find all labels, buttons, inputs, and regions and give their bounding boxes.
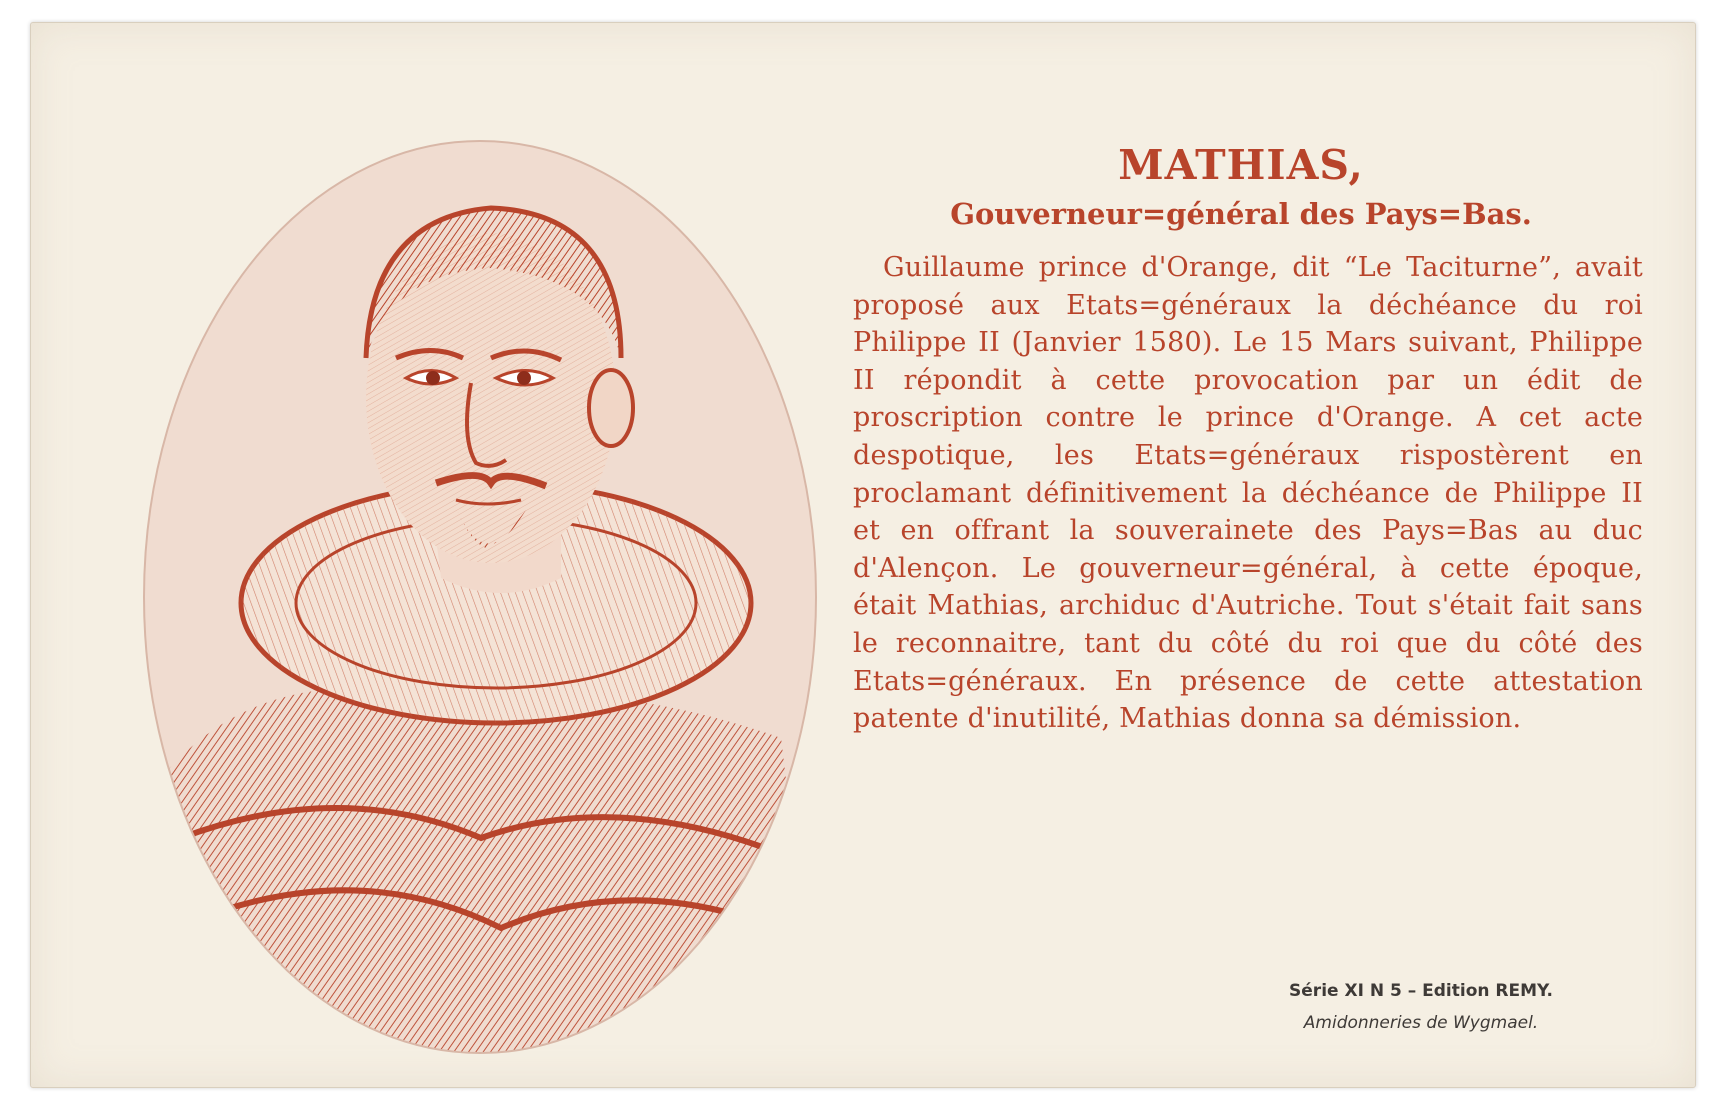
- biography-text: Guillaume prince d'Orange, dit “Le Taciturne”, avait proposé aux Etats=généraux la déchéance du roi Philippe II (Janvier 1580). Le 15 Mars suivant, Philippe II répondit à cette provocation par un édit de proscription contre le prince d'Orange. A cet acte despotique, les Etats=généraux rispostèrent en proclamant définitivement la déchéance de Philippe II et en offrant la souverainete des Pays=Bas au duc d'Alençon. Le gouverneur=général, à cette époque, était Mathias, archiduc d'Autriche. Tout s'était fait sans le reconnaitre, tant du côté du roi que du côté des Etats=généraux. En présence de cette attestation patente d'inutilité, Mathias donna sa démission.: [853, 252, 1643, 735]
- card-title: MATHIAS,: [1118, 141, 1364, 189]
- card-subtitle: Gouverneur=général des Pays=Bas.: [950, 197, 1532, 231]
- publisher-imprint: Amidonneries de Wygmael.: [1303, 1013, 1539, 1033]
- postcard: [30, 22, 1696, 1088]
- portrait-engraving: [141, 138, 819, 1056]
- series-imprint: Série XI N 5 – Edition REMY.: [1289, 981, 1553, 1001]
